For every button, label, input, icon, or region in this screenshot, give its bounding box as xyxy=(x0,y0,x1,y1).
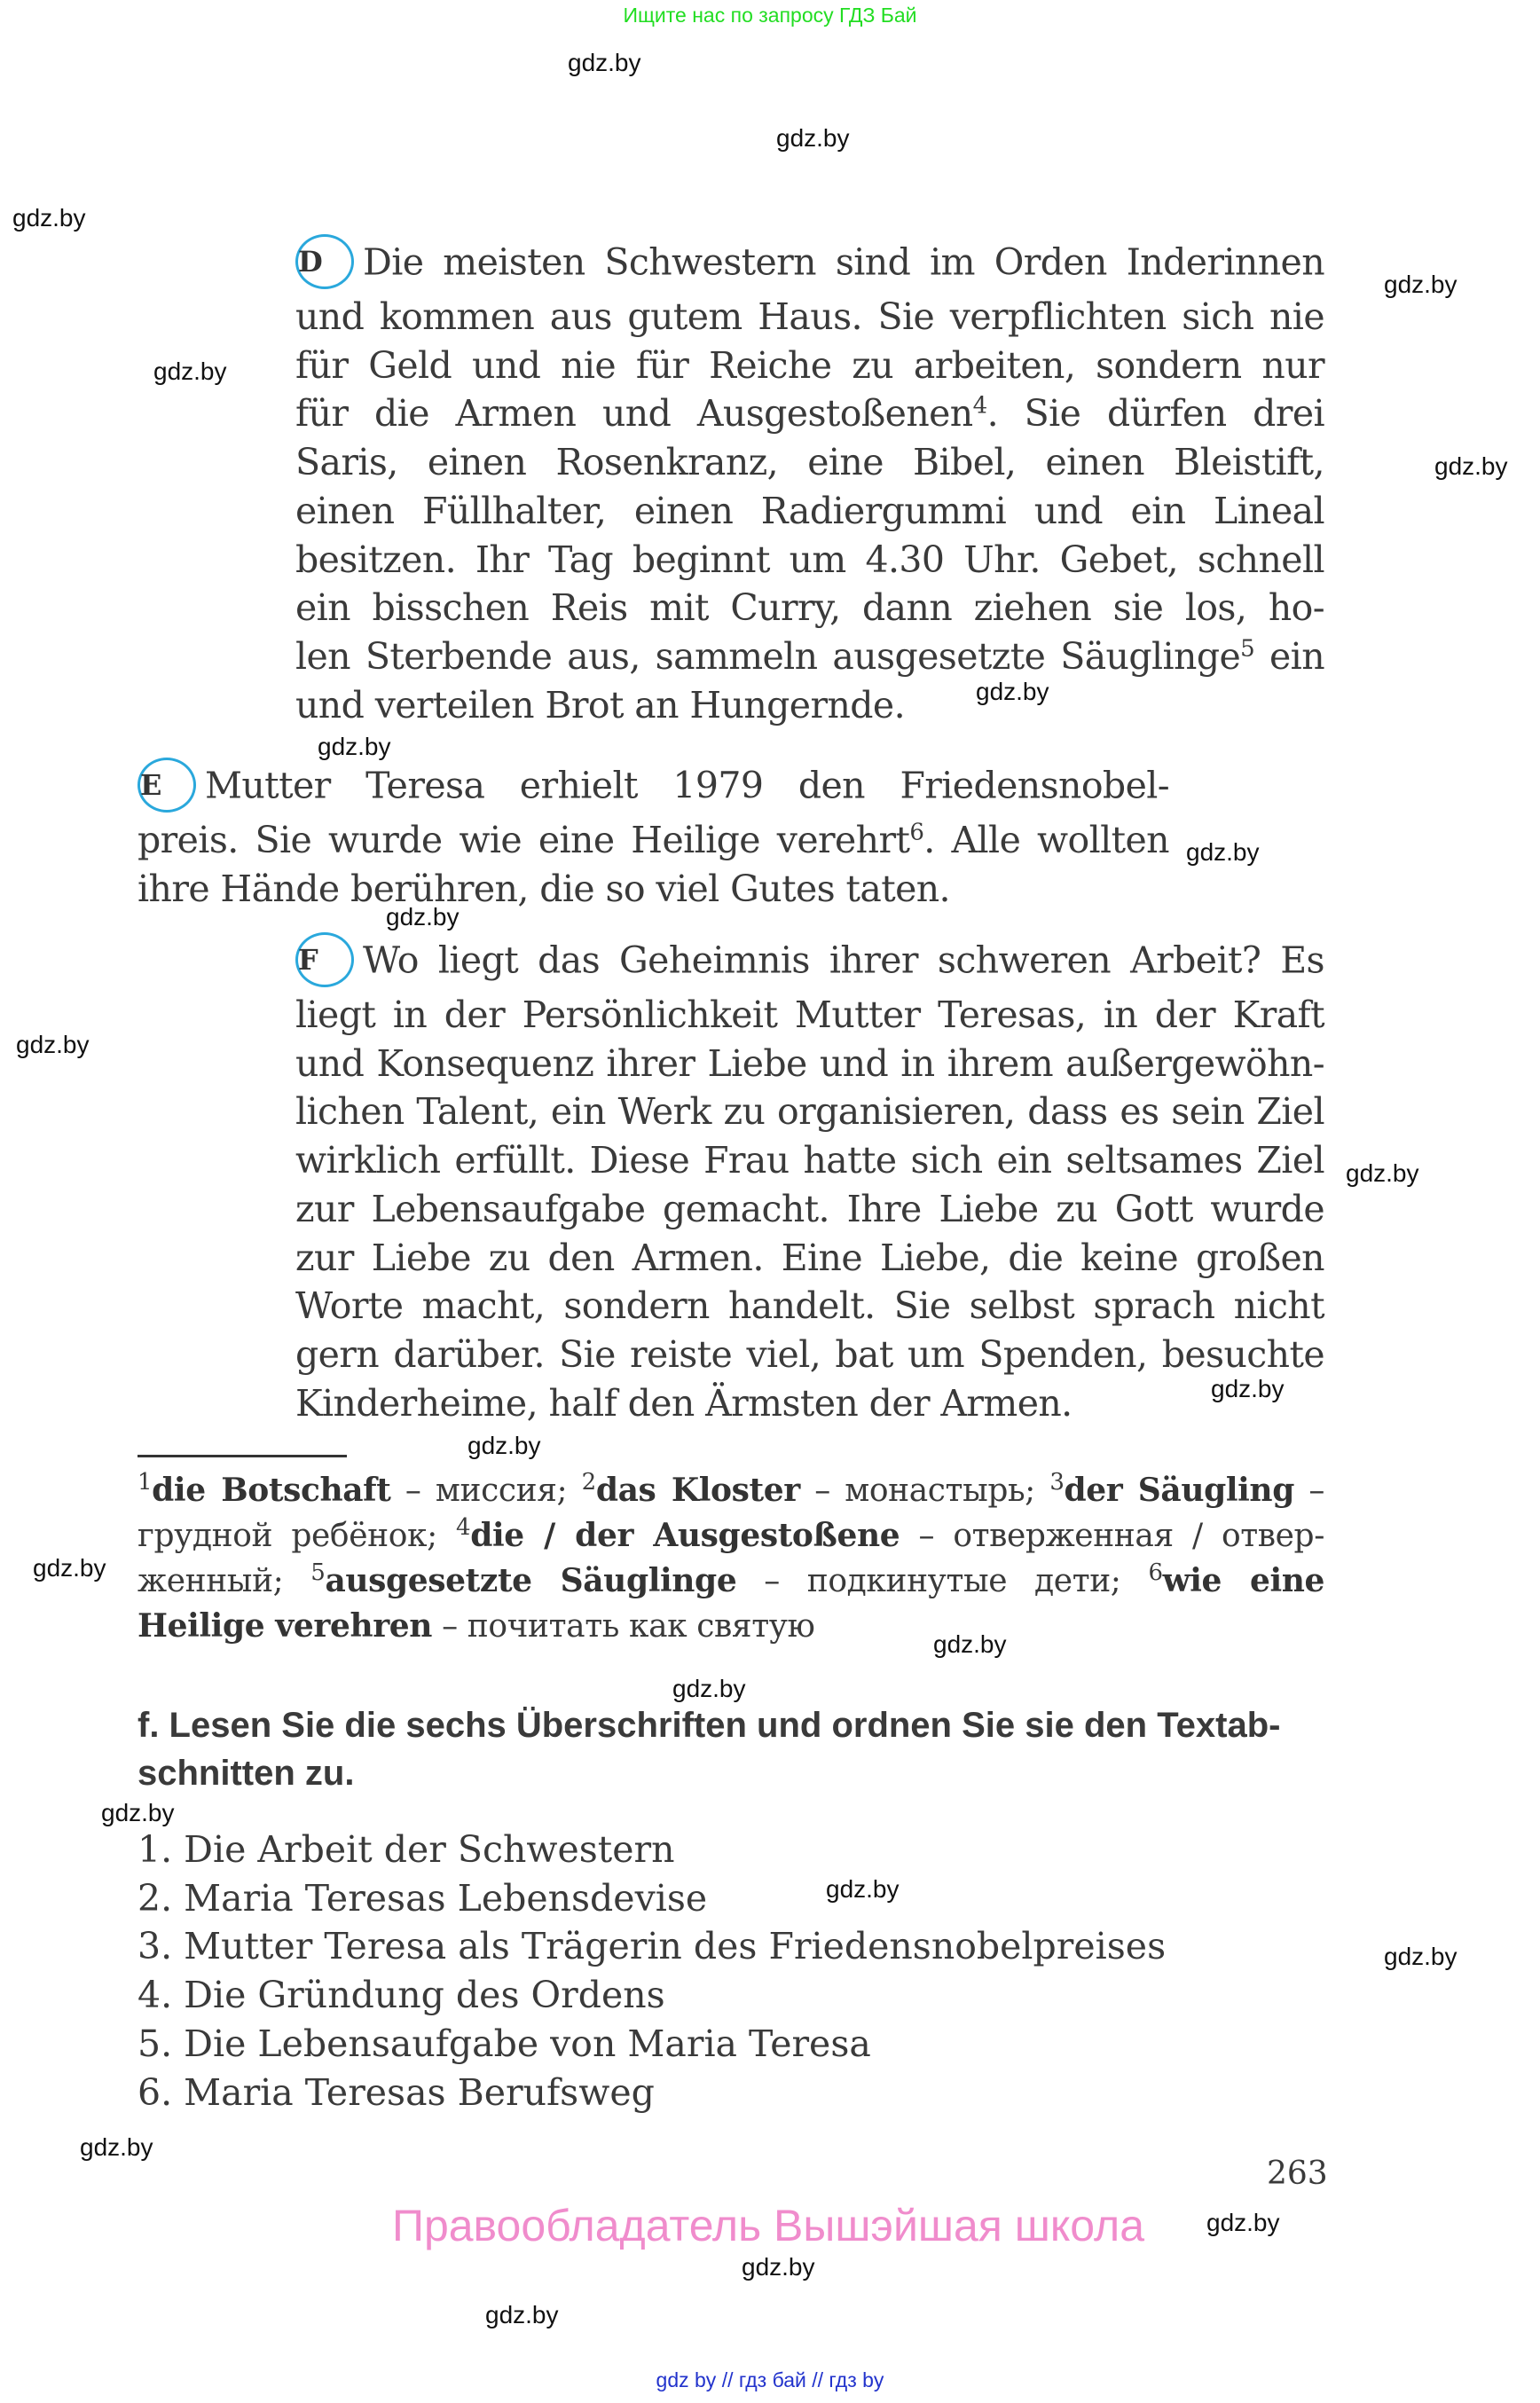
list-item: 4. Die Gründung des Ordens xyxy=(138,1974,665,2017)
section-badge-e: E xyxy=(138,758,196,813)
list-item: 3. Mutter Teresa als Trägerin des Friedensnobelpreises xyxy=(138,1925,1167,1968)
section-d xyxy=(295,238,1324,729)
footnote-divider xyxy=(138,1455,347,1457)
section-f-line: F Wo liegt das Geheimnis ihrer schweren Arbeit? Es xyxy=(295,936,1324,991)
watermark: gdz.by xyxy=(318,733,391,760)
watermark: gdz.by xyxy=(933,1630,1007,1658)
footnote-line: $^1$die Botschaft – миссия; $^2$das Kloster – монастырь; $^3$der Säugling – xyxy=(138,1469,1324,1509)
section-f-line: gern darüber. Sie reiste viel, bat um Spenden, besuchte xyxy=(295,1332,1324,1376)
watermark: gdz.by xyxy=(1186,838,1260,866)
list-item: 6. Maria Teresas Berufsweg xyxy=(138,2070,655,2114)
headings-list xyxy=(138,1826,1166,2116)
section-f-line: und Konsequenz ihrer Liebe und in ihrem außergewöhn- xyxy=(295,1041,1324,1085)
watermark: gdz.by xyxy=(485,2301,559,2328)
watermark: gdz.by xyxy=(976,678,1049,705)
footnotes xyxy=(138,1468,1324,1649)
watermark: gdz.by xyxy=(776,124,850,152)
footnote-line: женный; $^5$ausgesetzte Säuglinge – подкинутые дети; $^6$wie eine xyxy=(138,1559,1325,1599)
watermark: gdz.by xyxy=(826,1875,900,1903)
list-item: 1. Die Arbeit der Schwestern xyxy=(138,1828,675,1871)
footnote-ref: 6 xyxy=(909,819,924,846)
section-f xyxy=(295,936,1324,1427)
watermark: gdz.by xyxy=(1384,271,1458,298)
section-e xyxy=(138,761,1169,913)
section-d-line: für Geld und nie für Reiche zu arbeiten, sondern nur xyxy=(295,343,1324,387)
section-d-line: len Sterbende aus, sammeln ausgesetzte Säuglinge$^5$ ein xyxy=(295,634,1324,678)
watermark: gdz.by xyxy=(1384,1943,1458,1970)
page-number: 263 xyxy=(1267,2156,1328,2192)
section-d-line: D Die meisten Schwestern sind im Orden Inderinnen xyxy=(295,238,1324,293)
list-item: 5. Die Lebensaufgabe von Maria Teresa xyxy=(138,2022,871,2065)
section-e-line: E Mutter Teresa erhielt 1979 den Friedensnobel- xyxy=(138,761,1169,816)
watermark: gdz.by xyxy=(1206,2209,1280,2236)
section-d-line: besitzen. Ihr Tag beginnt um 4.30 Uhr. Gebet, schnell xyxy=(295,538,1324,581)
section-d-line: einen Füllhalter, einen Radiergummi und ein Lineal xyxy=(295,489,1324,532)
section-f-line: liegt in der Persönlichkeit Mutter Teresas, in der Kraft xyxy=(295,993,1324,1036)
section-f-line: zur Lebensaufgabe gemacht. Ihre Liebe zu Gott wurde xyxy=(295,1187,1324,1230)
watermark: gdz.by xyxy=(568,49,641,76)
section-f-line: zur Liebe zu den Armen. Eine Liebe, die keine großen xyxy=(295,1236,1324,1279)
watermark: gdz.by xyxy=(1211,1375,1285,1402)
copyright-notice: Правообладатель Вышэйшая школа xyxy=(392,2201,1144,2250)
section-f-line: wirklich erfüllt. Diese Frau hatte sich ein seltsames Ziel xyxy=(295,1139,1324,1182)
watermark: gdz.by xyxy=(468,1432,541,1459)
watermark: gdz.by xyxy=(386,903,460,931)
watermark: gdz.by xyxy=(33,1554,106,1582)
watermark: gdz.by xyxy=(1346,1159,1419,1187)
section-d-line: für die Armen und Ausgestoßenen$^4$. Sie dürfen drei xyxy=(295,392,1324,436)
watermark: gdz.by xyxy=(16,1031,90,1058)
section-f-line: Kinderheime, half den Ärmsten der Armen. xyxy=(295,1381,1072,1425)
task-instruction: f. Lesen Sie die sechs Überschriften und ordnen Sie sie den Textab- schnitten zu. xyxy=(138,1706,1281,1793)
watermark: gdz.by xyxy=(153,357,227,385)
watermark: gdz.by xyxy=(101,1799,175,1826)
section-f-line: Worte macht, sondern handelt. Sie selbst sprach nicht xyxy=(295,1284,1324,1328)
footnote-line: грудной ребёнок; $^4$die / der Ausgestoßene – отверженная / отвер- xyxy=(138,1514,1324,1554)
section-e-line: ihre Hände berühren, die so viel Gutes taten. xyxy=(138,867,950,910)
watermark: gdz.by xyxy=(80,2133,153,2161)
section-badge-d: D xyxy=(295,234,354,289)
watermark: gdz.by xyxy=(12,204,86,232)
section-d-line: und verteilen Brot an Hungernde. xyxy=(295,683,906,726)
watermark: gdz.by xyxy=(672,1675,746,1702)
section-d-line: ein bisschen Reis mit Curry, dann ziehen sie los, ho- xyxy=(295,586,1324,630)
footnote-line: Heilige verehren – почитать как святую xyxy=(138,1607,815,1645)
section-d-line: und kommen aus gutem Haus. Sie verpflichten sich nie xyxy=(295,295,1324,338)
search-banner: Ищите нас по запросу ГДЗ Бай xyxy=(623,4,917,27)
watermark: gdz.by xyxy=(742,2253,815,2281)
footnote-ref: 5 xyxy=(1240,635,1255,663)
footer-links[interactable]: gdz by // гдз бай // гдз by xyxy=(656,2368,884,2391)
watermark: gdz.by xyxy=(1434,452,1508,480)
footnote-ref: 4 xyxy=(972,392,987,420)
section-e-line: preis. Sie wurde wie eine Heilige verehrt$^6$. Alle wollten xyxy=(138,819,1169,861)
section-d-line: Saris, einen Rosenkranz, eine Bibel, einen Bleistift, xyxy=(295,441,1324,484)
section-f-line: lichen Talent, ein Werk zu organisieren, dass es sein Ziel xyxy=(295,1090,1324,1134)
list-item: 2. Maria Teresas Lebensdevise xyxy=(138,1876,708,1920)
section-badge-f: F xyxy=(295,932,354,987)
